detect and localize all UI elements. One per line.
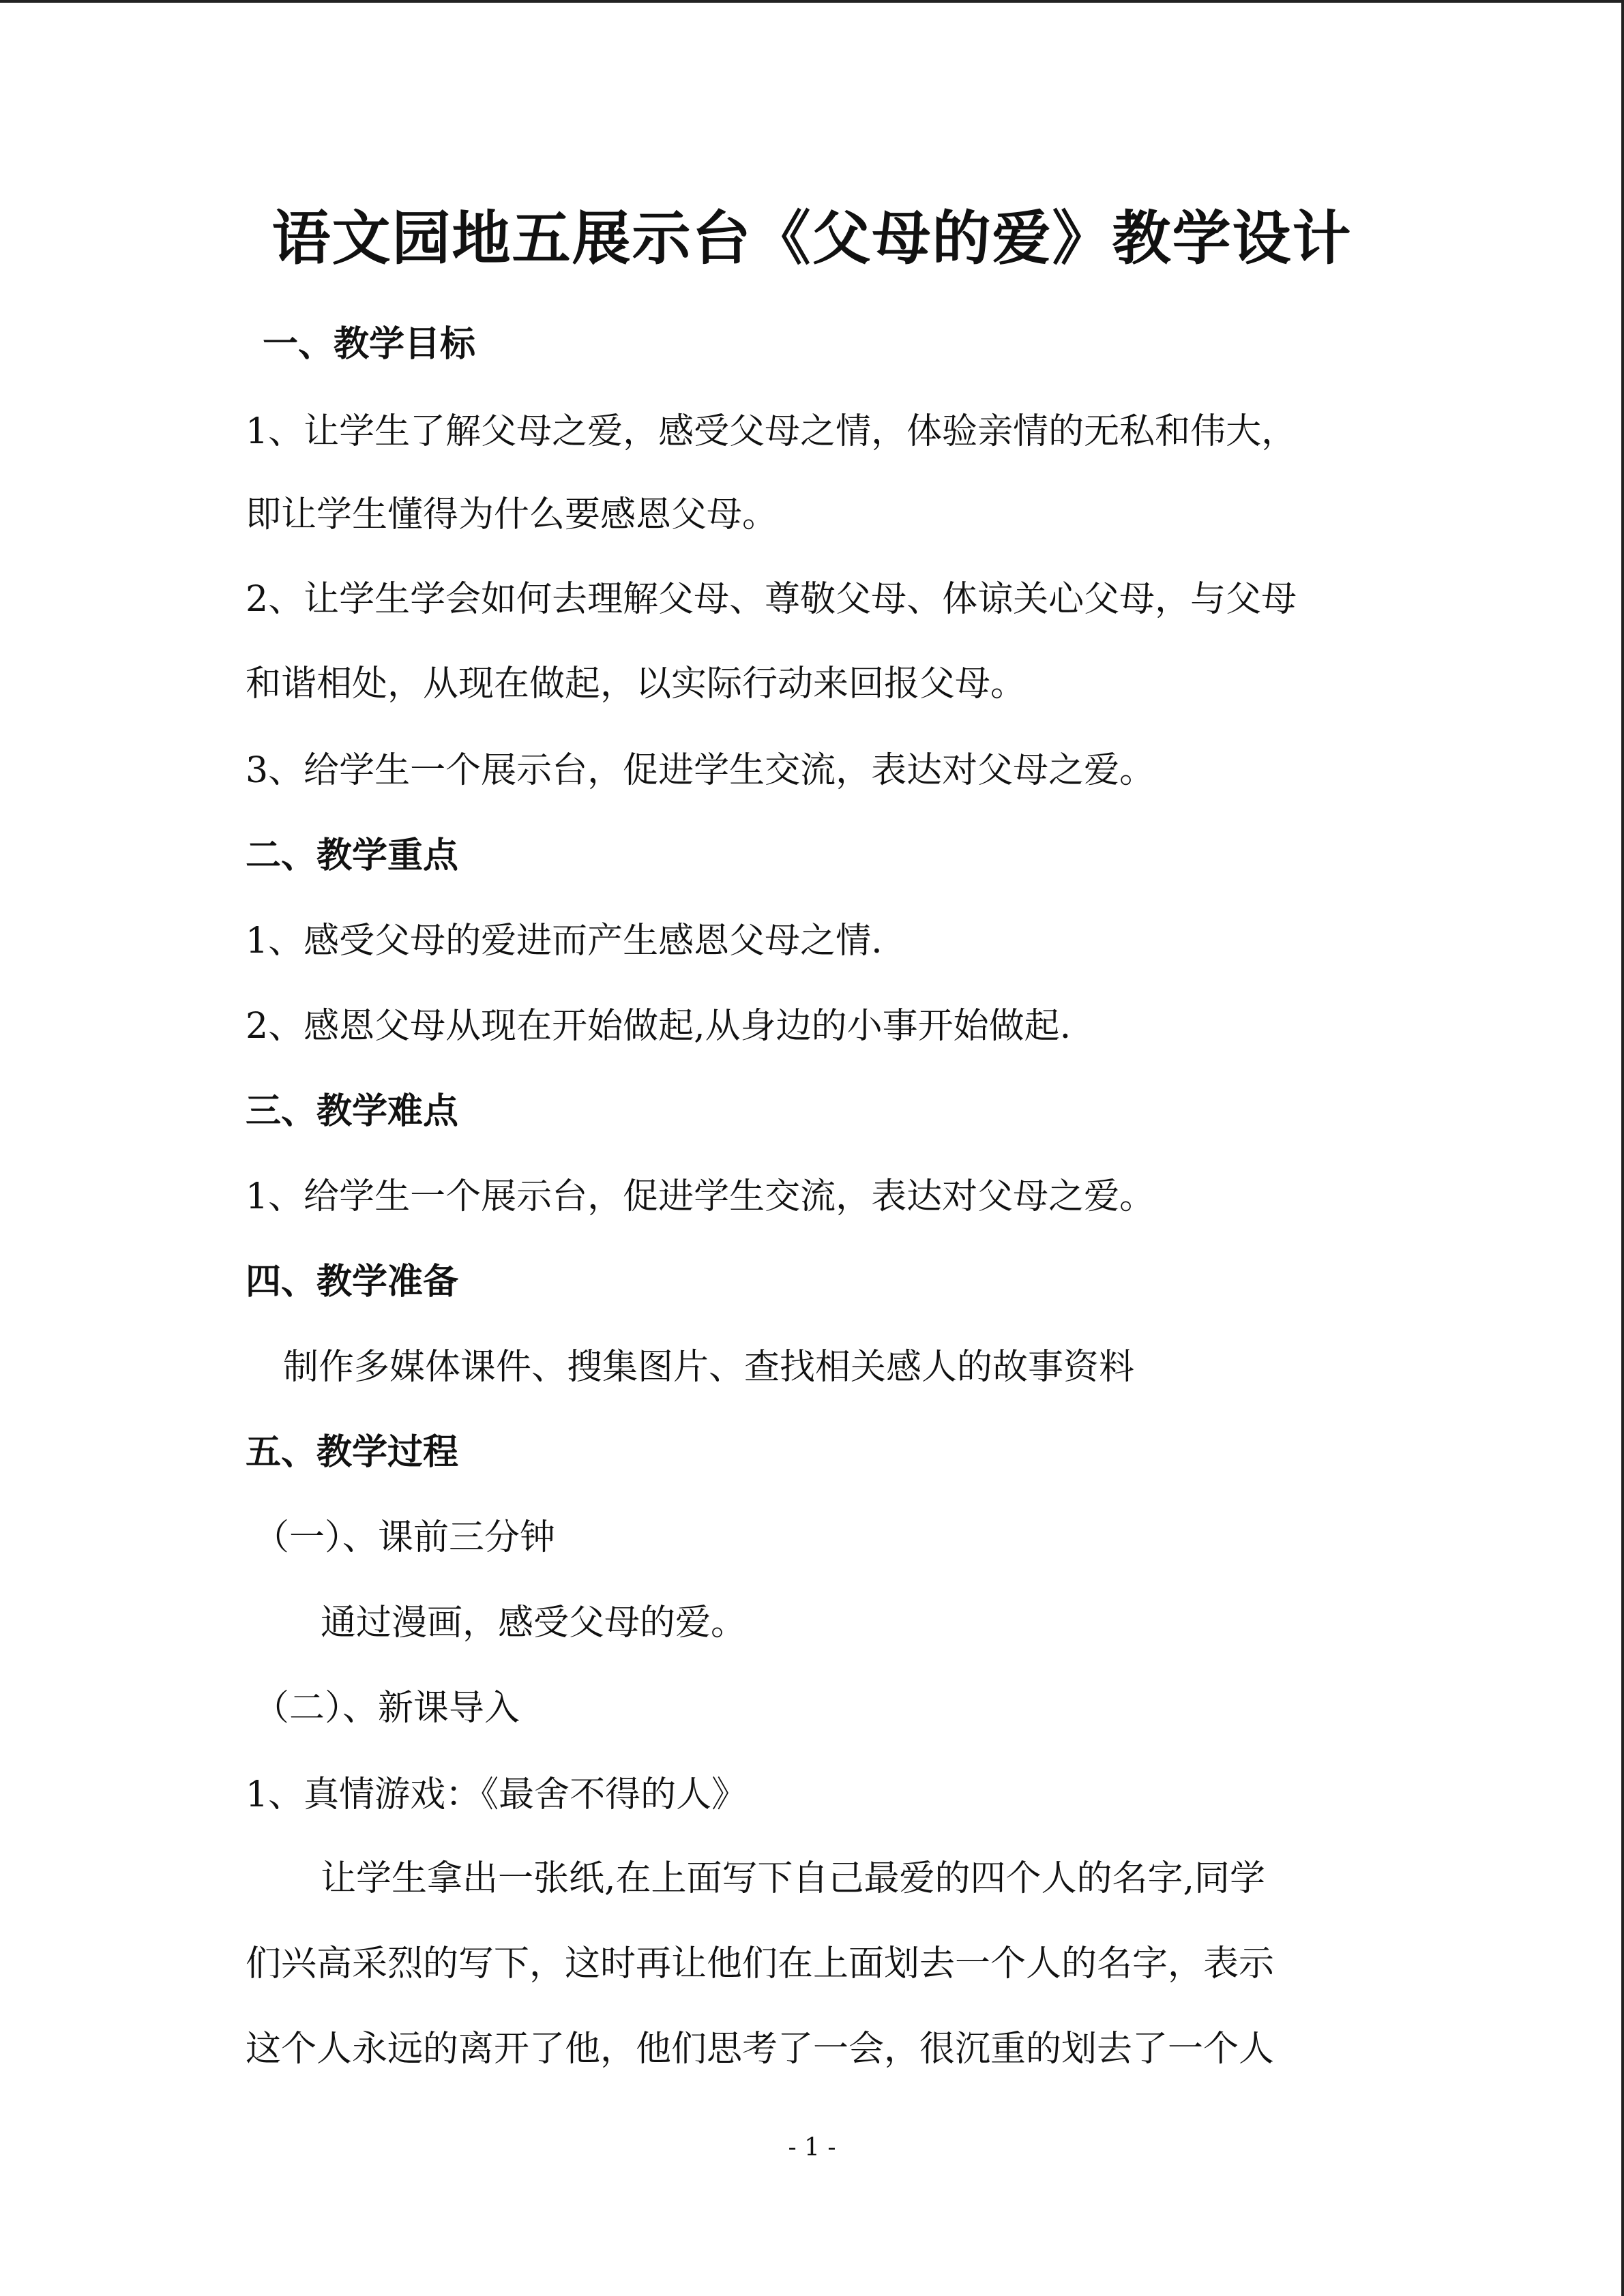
heading-preparation: 四、教学准备: [246, 1262, 459, 1302]
process-part-2-heading: （二）、新课导入: [254, 1688, 520, 1729]
process-part-1-text: 通过漫画，感受父母的爱。: [321, 1602, 747, 1643]
page-border-top: [0, 0, 1624, 3]
goal-1-line-1: 1、让学生了解父母之爱，感受父母之情，体验亲情的无私和伟大，: [246, 411, 1297, 452]
paragraph-line-2: 们兴高采烈的写下，这时再让他们在上面划去一个人的名字，表示: [246, 1943, 1275, 1984]
paragraph-line-3: 这个人永远的离开了他，他们思考了一会，很沉重的划去了一个人: [246, 2029, 1275, 2070]
document-title: 语文园地五展示台《父母的爱》教学设计: [271, 205, 1353, 273]
paragraph-line-1: 让学生拿出一张纸,在上面写下自己最爱的四个人的名字,同学: [321, 1858, 1266, 1899]
goal-3: 3、给学生一个展示台，促进学生交流，表达对父母之爱。: [246, 750, 1155, 791]
goal-2-line-2: 和谐相处，从现在做起，以实际行动来回报父母。: [246, 664, 1027, 704]
heading-key-points: 二、教学重点: [246, 835, 459, 876]
process-part-1-heading: （一）、课前三分钟: [254, 1517, 556, 1558]
goal-1-line-2: 即让学生懂得为什么要感恩父母。: [246, 494, 778, 535]
heading-teaching-goals: 一、教学目标: [263, 324, 476, 365]
key-point-2: 2、感恩父母从现在开始做起,从身边的小事开始做起.: [246, 1006, 1072, 1047]
heading-process: 五、教学过程: [246, 1432, 459, 1473]
preparation-text: 制作多媒体课件、搜集图片、查找相关感人的故事资料: [283, 1347, 1135, 1388]
key-point-1: 1、感受父母的爱进而产生感恩父母之情.: [246, 921, 883, 961]
heading-difficulties: 三、教学难点: [246, 1091, 459, 1132]
difficulty-1: 1、给学生一个展示台，促进学生交流，表达对父母之爱。: [246, 1176, 1155, 1217]
page-border-right: [1621, 0, 1624, 2296]
page-number: - 1 -: [788, 2134, 836, 2162]
goal-2-line-1: 2、让学生学会如何去理解父母、尊敬父母、体谅关心父母，与父母: [246, 579, 1297, 620]
game-title: 1、真情游戏：《最舍不得的人》: [246, 1774, 748, 1815]
